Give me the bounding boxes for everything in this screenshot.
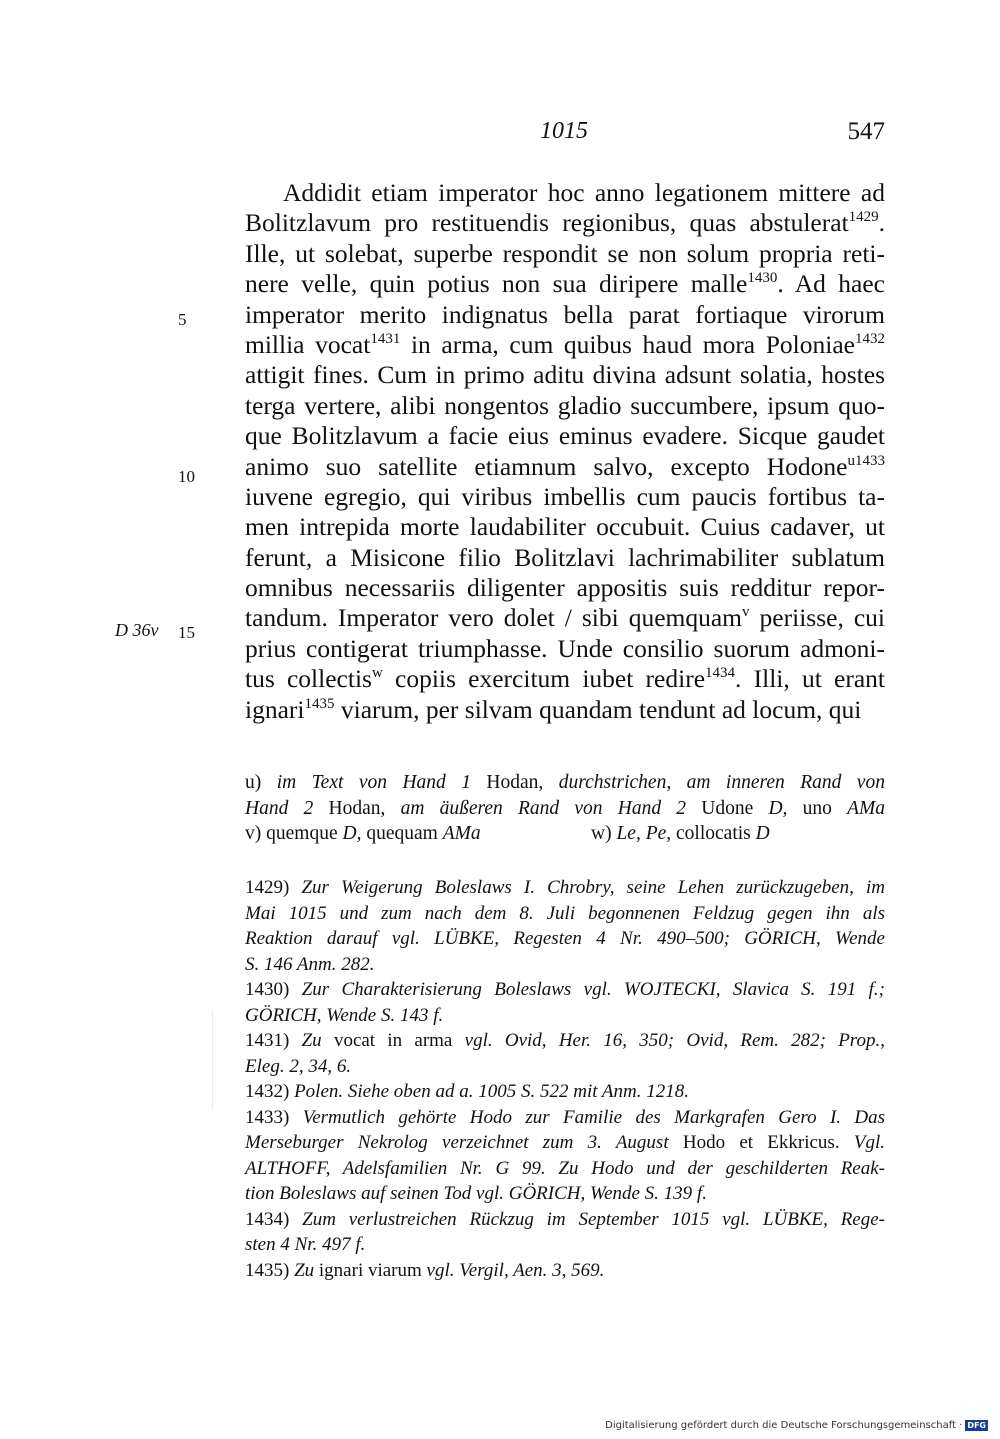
- footnote-ref[interactable]: 1429: [848, 209, 879, 226]
- sponsor-credit: [605, 1420, 988, 1431]
- footnote-ref[interactable]: 1434: [705, 665, 736, 682]
- footnote-1431: 1431) Zu vocat in arma vgl. Ovid, Her. 16, 350; Ovid, Rem. 282; Prop., Eleg. 2, 34, 6.: [245, 1030, 885, 1077]
- apparatus-note-v: v) quemque D, quequam AMa: [245, 823, 481, 844]
- footnote-1432: 1432) Polen. Siehe oben ad a. 1005 S. 522 mit Anm. 1218.: [245, 1081, 689, 1102]
- text-line: attigit fines. Cum in primo aditu divina adsunt solatia, hostes: [245, 360, 885, 390]
- page-number: 547: [847, 118, 885, 145]
- apparatus-line: Hand 2 Hodan, am äußeren Rand von Hand 2 Udone D, uno AMa: [245, 797, 885, 819]
- text-line: imperator merito indignatus bella parat fortiaque virorum: [245, 299, 885, 329]
- footnote-ref[interactable]: 1430: [747, 270, 778, 287]
- text-line: tus collectis$^w$ copiis exercitum iubet redire$^{1434}$. Illi, ut erant: [245, 664, 885, 694]
- footnote-ref[interactable]: u1433: [847, 452, 885, 469]
- apparatus-ref[interactable]: w: [371, 665, 383, 682]
- text-line: ignari$^{1435}$ viarum, per silvam quandam tendunt ad locum, qui: [245, 694, 862, 724]
- line-number-10: 10: [178, 467, 195, 486]
- footnote-1435: 1435) Zu ignari viarum vgl. Vergil, Aen. 3, 569.: [245, 1259, 605, 1281]
- text-line: Addidit etiam imperator hoc anno legationem mittere ad: [283, 178, 885, 207]
- text-line: ferunt, a Misicone filio Bolitzlavi lachrimabiliter sublatum: [245, 542, 885, 572]
- footnote-1429: 1429) Zur Weigerung Boleslaws I. Chrobry, seine Lehen zurückzugeben, im Mai 1015 und zum nach dem 8. Juli begonnenen Feldzug gegen ihn als Reaktion darauf vgl. LÜBKE, Regesten 4 Nr. 490–500; GÖRICH, Wende S. 146 Anm. 282.: [245, 877, 886, 975]
- text-line: millia vocat$^{1431}$ in arma, cum quibus haud mora Poloniae$^{1432}$: [245, 329, 885, 359]
- footnote-1434: 1434) Zum verlustreichen Rückzug im September 1015 vgl. LÜBKE, Rege- sten 4 Nr. 497 f.: [245, 1208, 885, 1255]
- text-line: iuvene egregio, qui viribus imbellis cum paucis fortibus ta-: [245, 481, 885, 511]
- line-number-5: 5: [178, 310, 187, 329]
- text-line: que Bolitzlavum a facie eius eminus evadere. Sicque gaudet: [245, 421, 885, 451]
- footnote-1433: 1433) Vermutlich gehörte Hodo zur Familie des Markgrafen Gero I. Das Merseburger Nekrolog verzeichnet zum 3. August Hodo et Ekkricus. Vgl. ALTHOFF, Adelsfamilien Nr. G 99. Zu Hodo und der geschilderten Reak- tion Boleslaws auf seinen Tod vgl. GÖRICH, Wende S. 139 f.: [245, 1106, 885, 1204]
- main-text: [245, 178, 885, 725]
- text-line: Ille, ut solebat, superbe respondit se non solum propria reti-: [245, 238, 885, 268]
- footnote-ref[interactable]: 1435: [304, 695, 335, 712]
- header-year: 1015: [540, 118, 588, 144]
- text-line: Bolitzlavum pro restituendis regionibus, quas abstulerat$^{1429}$.: [245, 208, 885, 238]
- scan-artifact-line: [212, 1010, 213, 1110]
- footnote-1430: 1430) Zur Charakterisierung Boleslaws vgl. WOJTECKI, Slavica S. 191 f.; GÖRICH, Wende S. 143 f.: [245, 979, 885, 1026]
- page-header: [245, 118, 885, 150]
- line-number-15: 15: [178, 623, 195, 642]
- critical-apparatus: [245, 770, 885, 847]
- sponsor-text: Digitalisierung gefördert durch die Deutsche Forschungsgemeinschaft ·: [605, 1420, 963, 1431]
- apparatus-note-w: w) Le, Pe, collocatis D: [591, 823, 770, 844]
- apparatus-line: [245, 821, 885, 847]
- apparatus-line: u) im Text von Hand 1 Hodan, durchstrichen, am inneren Rand von: [245, 772, 885, 793]
- text-line: omnibus necessariis diligenter appositis suis redditur repor-: [245, 573, 885, 603]
- footnotes: [245, 875, 885, 1283]
- footnote-ref[interactable]: 1432: [855, 330, 885, 347]
- dfg-logo: DFG: [967, 1421, 986, 1430]
- apparatus-ref[interactable]: v: [742, 604, 750, 621]
- text-line: men intrepida morte laudabiliter occubuit. Cuius cadaver, ut: [245, 512, 885, 542]
- text-line: nere velle, quin potius non sua diripere malle$^{1430}$. Ad haec: [245, 269, 885, 299]
- text-line: prius contigerat triumphasse. Unde consilio suorum admoni-: [245, 633, 885, 663]
- manuscript-folio-ref: D 36v: [115, 620, 159, 640]
- text-line: terga vertere, alibi nongentos gladio succumbere, ipsum quo-: [245, 390, 885, 420]
- text-line: tandum. Imperator vero dolet / sibi quemquam$^v$ periisse, cui: [245, 603, 885, 633]
- text-line: animo suo satellite etiamnum salvo, excepto Hodone$^{u1433}$: [245, 451, 885, 481]
- footnote-ref[interactable]: 1431: [370, 330, 401, 347]
